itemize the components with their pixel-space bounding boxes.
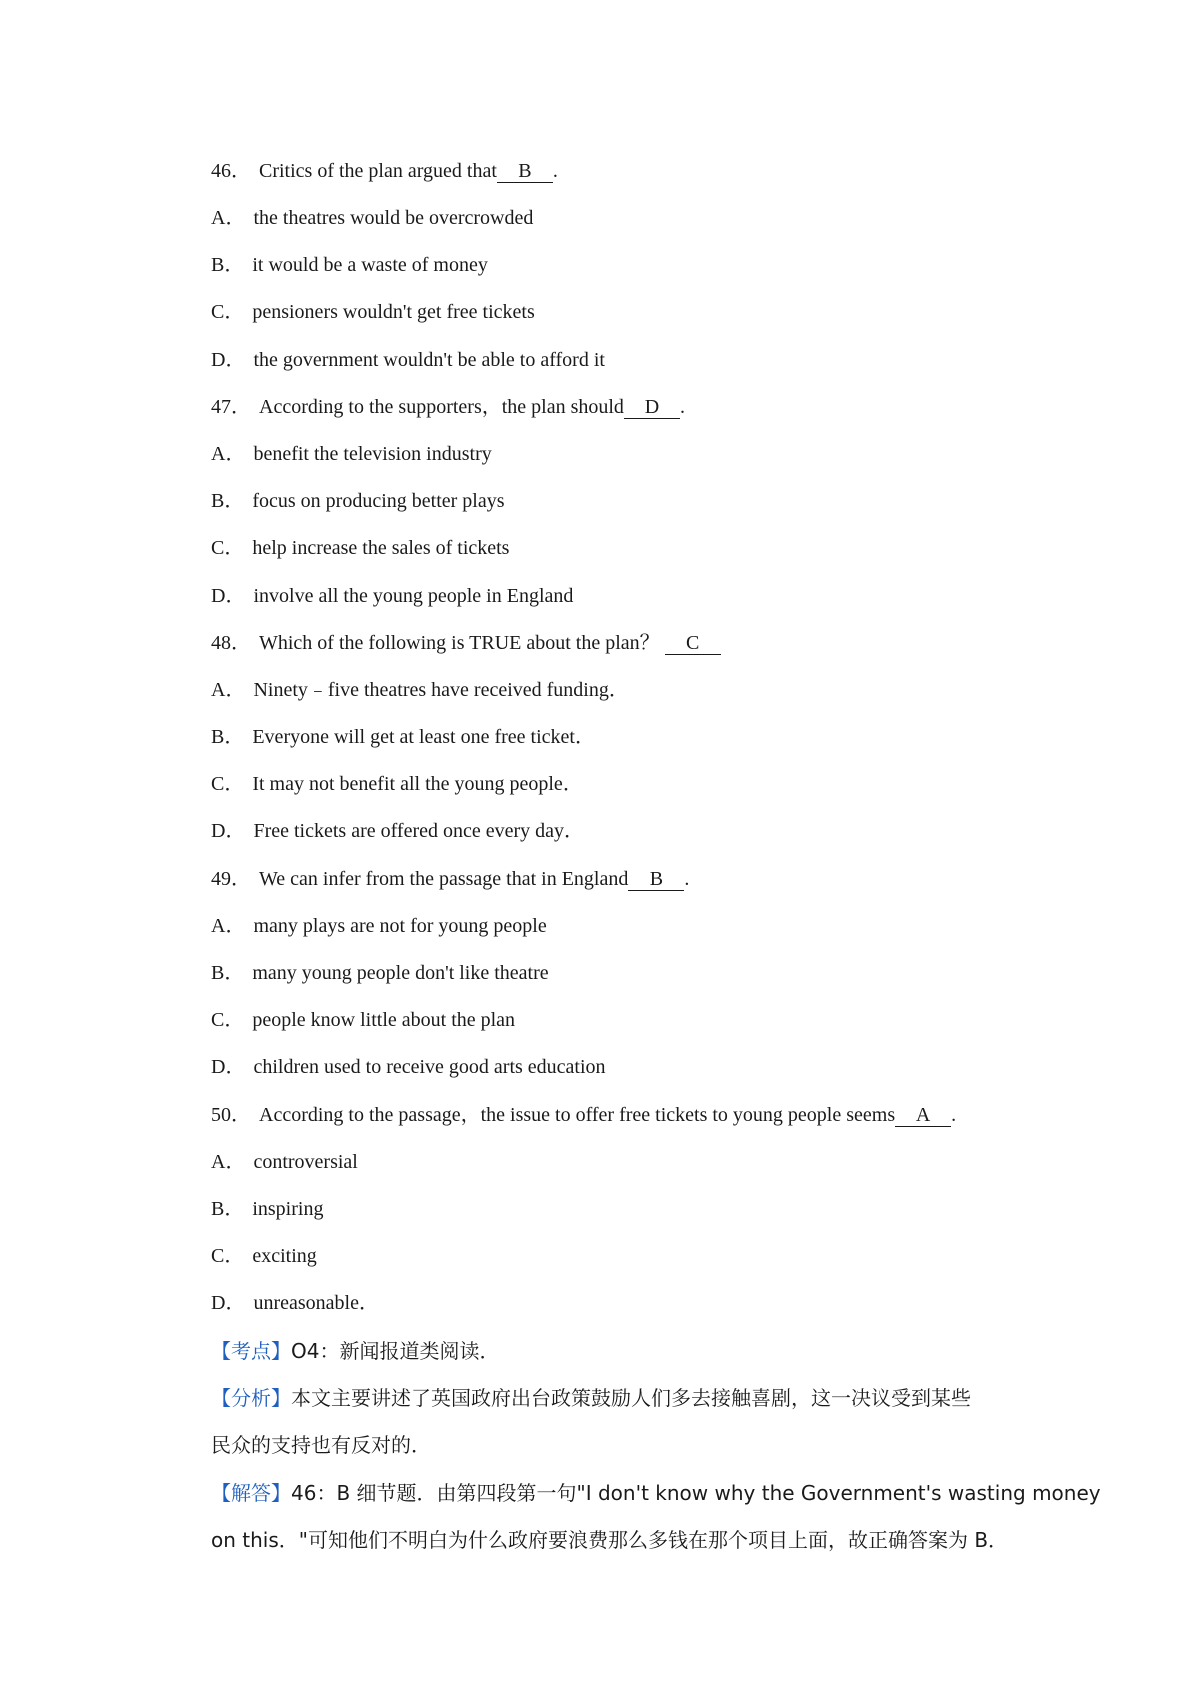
option-text: pensioners wouldn't get free tickets: [252, 301, 535, 323]
question-number: 47．: [211, 396, 251, 418]
option-letter: D．: [211, 1292, 246, 1314]
option-48-c: [211, 770, 1031, 798]
question-48-stem: [211, 629, 1031, 657]
option-text: controversial: [253, 1151, 358, 1173]
question-end: .: [684, 868, 690, 890]
option-letter: C．: [211, 301, 245, 323]
kaodian-line: [211, 1337, 1031, 1365]
option-letter: A．: [211, 1151, 246, 1173]
answer-blank: B: [497, 160, 553, 183]
option-47-d: [211, 582, 1031, 610]
kaodian-tag: 【考点】: [211, 1339, 291, 1363]
jieda-tag: 【解答】: [211, 1481, 291, 1505]
option-50-d: [211, 1289, 1031, 1317]
jieda-text-1: 46：B 细节题．由第四段第一句"I don't know why the Government's wasting money: [291, 1481, 1101, 1505]
option-46-c: [211, 298, 1031, 326]
question-text: According to the supporters，the plan should: [259, 396, 624, 418]
question-49-stem: [211, 865, 1031, 893]
option-text: help increase the sales of tickets: [252, 537, 510, 559]
option-text: focus on producing better plays: [252, 490, 505, 512]
option-48-b: [211, 723, 1031, 751]
answer-blank: A: [895, 1104, 951, 1127]
question-50-stem: [211, 1101, 1031, 1129]
option-49-b: [211, 959, 1031, 987]
option-letter: B．: [211, 962, 245, 984]
fenxi-line-2: [211, 1431, 1031, 1459]
fenxi-line-1: [211, 1384, 1031, 1412]
answer-blank: D: [624, 396, 680, 419]
option-text: people know little about the plan: [252, 1009, 516, 1031]
question-text: Which of the following is TRUE about the plan？: [259, 632, 660, 654]
option-text: It may not benefit all the young people．: [252, 773, 583, 795]
option-text: exciting: [252, 1245, 317, 1267]
option-50-a: [211, 1148, 1031, 1176]
option-48-a: [211, 676, 1031, 704]
option-48-d: [211, 817, 1031, 845]
option-text: Free tickets are offered once every day．: [253, 820, 585, 842]
kaodian-text: O4：新闻报道类阅读．: [291, 1339, 500, 1363]
option-49-c: [211, 1006, 1031, 1034]
option-text: children used to receive good arts education: [253, 1056, 606, 1078]
option-text: inspiring: [252, 1198, 324, 1220]
option-letter: A．: [211, 915, 246, 937]
option-text: it would be a waste of money: [252, 254, 488, 276]
option-letter: C．: [211, 537, 245, 559]
option-text: the theatres would be overcrowded: [253, 207, 534, 229]
option-text: many plays are not for young people: [253, 915, 547, 937]
option-letter: A．: [211, 207, 246, 229]
option-50-b: [211, 1195, 1031, 1223]
option-text: unreasonable．: [253, 1292, 379, 1314]
jieda-text-2: on this．"可知他们不明白为什么政府要浪费那么多钱在那个项目上面，故正确答案为 B．: [211, 1528, 1009, 1552]
question-end: .: [951, 1104, 957, 1126]
question-text: Critics of the plan argued that: [259, 160, 497, 182]
question-46-stem: [211, 157, 1031, 185]
question-number: 49．: [211, 868, 251, 890]
option-46-d: [211, 346, 1031, 374]
option-letter: A．: [211, 679, 246, 701]
option-47-b: [211, 487, 1031, 515]
option-text: Ninety﹣five theatres have received funding．: [253, 679, 629, 701]
option-letter: D．: [211, 1056, 246, 1078]
option-text: the government wouldn't be able to afford it: [253, 349, 605, 371]
option-49-d: [211, 1053, 1031, 1081]
question-text: We can infer from the passage that in England: [259, 868, 629, 890]
option-text: benefit the television industry: [253, 443, 492, 465]
option-letter: C．: [211, 1009, 245, 1031]
question-text: According to the passage，the issue to offer free tickets to young people seems: [259, 1104, 896, 1126]
option-46-a: [211, 204, 1031, 232]
option-text: many young people don't like theatre: [252, 962, 549, 984]
option-47-a: [211, 440, 1031, 468]
option-letter: A．: [211, 443, 246, 465]
jieda-line-1: [211, 1479, 1101, 1507]
option-50-c: [211, 1242, 1031, 1270]
answer-blank: C: [665, 632, 721, 655]
option-letter: C．: [211, 1245, 245, 1267]
fenxi-text-2: 民众的支持也有反对的．: [211, 1433, 431, 1457]
option-letter: B．: [211, 726, 245, 748]
option-letter: C．: [211, 773, 245, 795]
jieda-line-2: [211, 1526, 1031, 1554]
option-text: involve all the young people in England: [253, 585, 574, 607]
answer-blank: B: [628, 868, 684, 891]
option-letter: D．: [211, 585, 246, 607]
fenxi-tag: 【分析】: [211, 1386, 291, 1410]
option-text: Everyone will get at least one free ticket．: [252, 726, 595, 748]
option-letter: D．: [211, 820, 246, 842]
question-number: 50．: [211, 1104, 251, 1126]
option-letter: B．: [211, 490, 245, 512]
option-letter: D．: [211, 349, 246, 371]
option-letter: B．: [211, 1198, 245, 1220]
question-end: .: [552, 160, 558, 182]
question-47-stem: [211, 393, 1031, 421]
option-letter: B．: [211, 254, 245, 276]
option-46-b: [211, 251, 1031, 279]
option-49-a: [211, 912, 1031, 940]
option-47-c: [211, 534, 1031, 562]
question-number: 46．: [211, 160, 251, 182]
question-number: 48．: [211, 632, 251, 654]
fenxi-text-1: 本文主要讲述了英国政府出台政策鼓励人们多去接触喜剧，这一决议受到某些: [291, 1386, 971, 1410]
question-end: .: [679, 396, 685, 418]
